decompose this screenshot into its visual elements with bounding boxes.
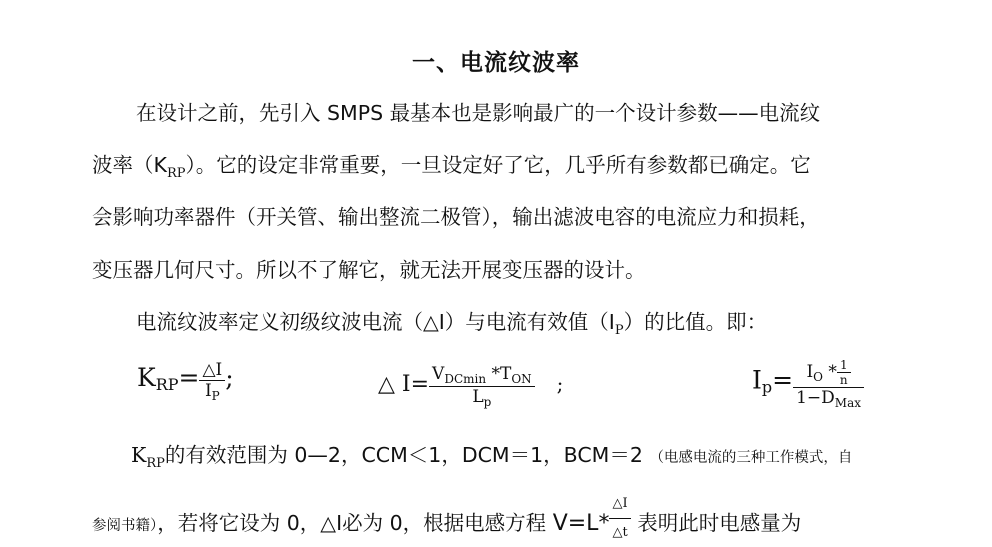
formula-lhs: △ I= (378, 372, 430, 397)
fraction-numerator: △I (199, 360, 225, 381)
den-subscript: p (483, 395, 492, 409)
num-operator: *T (486, 364, 512, 384)
formula-tail: ; (225, 363, 234, 392)
formula-delta-i (378, 364, 563, 409)
inductor-fraction (609, 490, 630, 547)
section-title: 一、电流纹波率 (412, 50, 580, 76)
num-subscript: ON (511, 372, 532, 386)
paragraph-line: 变压器几何尺寸。所以不了解它，就无法开展变压器的设计。 (92, 258, 646, 282)
den-text: I (204, 381, 212, 401)
fraction-numerator (793, 358, 864, 388)
formula-lhs: I (752, 365, 762, 395)
formula-equals: = (772, 365, 794, 395)
num-subscript: DCmin (444, 372, 487, 386)
subscript: RP (166, 166, 186, 181)
fraction (429, 364, 535, 409)
text-run: 的有效范围为 0—2，CCM＜1，DCM＝1，BCM＝2 (164, 443, 650, 467)
paragraph-line (136, 308, 951, 345)
formula-lhs: K (137, 363, 156, 392)
inner-fraction (837, 358, 851, 387)
text-run: 波率（K (92, 153, 167, 177)
fraction-denominator (199, 381, 225, 403)
den-text: 1−D (796, 388, 835, 408)
note-text: （电感电流的三种工作模式，自 (649, 450, 853, 466)
text-run: ）。它的设定非常重要，一旦设定好了它，几乎所有参数都已确定。它 (185, 153, 811, 177)
formula-subscript: RP (155, 375, 179, 394)
fraction-denominator (429, 387, 535, 409)
den-subscript: Max (834, 396, 862, 410)
num-text: I (806, 362, 814, 382)
inner-denominator: n (839, 373, 848, 387)
paragraph-line (92, 151, 907, 188)
fraction-denominator: △t (612, 525, 628, 540)
subscript: RP (146, 456, 165, 471)
num-operator: * (823, 362, 837, 382)
text-run: 电流纹波率定义初级纹波电流（△I）与电流有效值（I (136, 310, 615, 334)
note-text: 参阅书籍） (92, 518, 158, 534)
text-run: ）的比值。即： (623, 310, 768, 334)
paragraph-line: 在设计之前，先引入 SMPS 最基本也是影响最广的一个设计参数——电流纹 (136, 101, 821, 125)
paragraph-line (131, 441, 946, 478)
den-text: L (472, 387, 484, 407)
formula-tail: ; (556, 372, 564, 396)
formula-equals: = (178, 363, 200, 392)
fraction-numerator: △I (609, 490, 630, 519)
inductor-eq-lhs: V=L* (552, 511, 610, 536)
text-run: ，若将它设为 0，△I必为 0，根据电感方程 (157, 511, 553, 535)
fraction-numerator (429, 364, 535, 387)
den-subscript: P (211, 389, 220, 403)
subscript: P (614, 323, 624, 338)
paragraph-line: 会影响功率器件（开关管、输出整流二极管），输出滤波电容的电流应力和损耗， (92, 205, 820, 229)
fraction-denominator (793, 388, 864, 410)
formula-ripple-ratio (137, 360, 234, 403)
text-run: 表明此时电感量为 (630, 511, 802, 535)
fraction (793, 358, 864, 410)
text-run: K (131, 443, 147, 467)
fraction (199, 360, 225, 403)
num-subscript: O (813, 370, 824, 384)
num-text: V (432, 364, 445, 384)
formula-ip (752, 358, 864, 410)
paragraph-line (92, 490, 907, 547)
inner-numerator: 1 (837, 358, 851, 373)
formula-subscript: p (761, 377, 773, 397)
